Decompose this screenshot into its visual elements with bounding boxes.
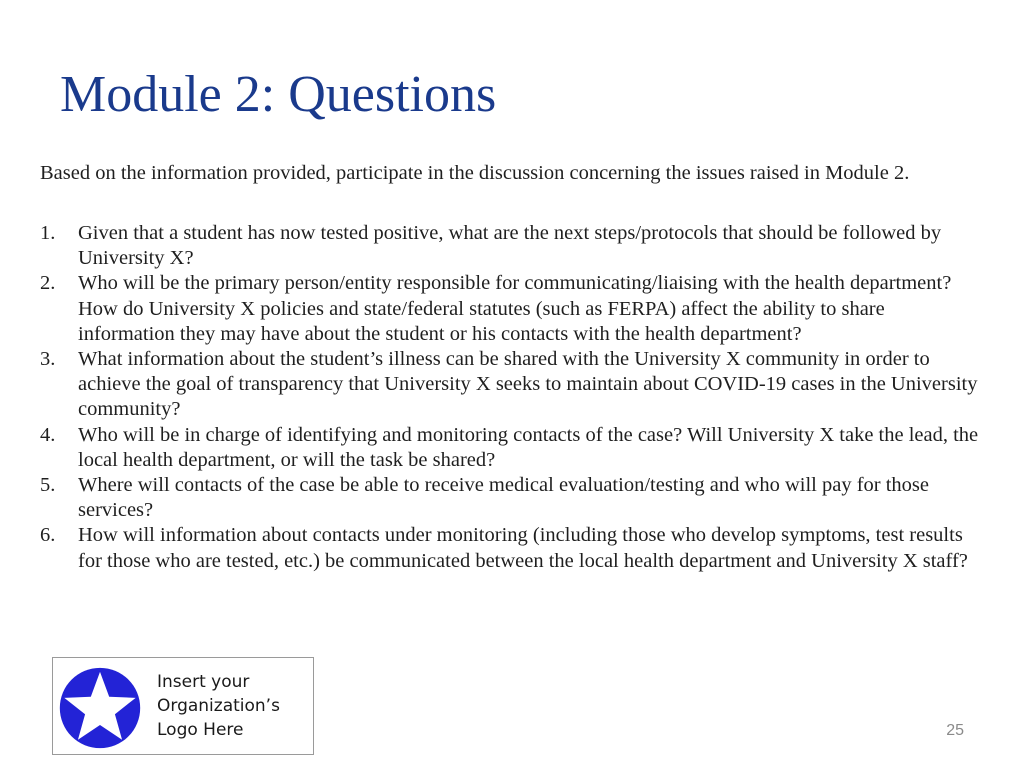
logo-caption-line: Logo Here bbox=[157, 720, 244, 740]
star-icon bbox=[59, 667, 141, 749]
list-item-text: Who will be in charge of identifying and monitoring contacts of the case? Will University X take the lead, the local health department, or will the task be shared? bbox=[78, 423, 979, 471]
list-item bbox=[40, 221, 980, 271]
list-item-number: 3. bbox=[40, 348, 56, 371]
list-item-text: Given that a student has now tested positive, what are the next steps/protocols that should be followed by University X? bbox=[78, 222, 942, 270]
page-number: 25 bbox=[946, 722, 964, 739]
list-item bbox=[40, 347, 980, 423]
list-item-text: What information about the student’s illness can be shared with the University X community in order to achieve the goal of transparency that University X seeks to maintain about COVID-19 cases in the University community? bbox=[78, 348, 978, 421]
list-item-text: Who will be the primary person/entity responsible for communicating/liaising with the health department? How do University X policies and state/federal statutes (such as FERPA) affect the ability to share information they may have about the student or his contacts with the health department? bbox=[78, 272, 952, 345]
questions-list bbox=[40, 221, 980, 574]
list-item-number: 4. bbox=[40, 423, 56, 446]
list-item bbox=[40, 423, 980, 473]
logo-caption-line: Insert your bbox=[157, 672, 250, 692]
list-item-text: Where will contacts of the case be able to receive medical evaluation/testing and who will pay for those services? bbox=[78, 474, 930, 522]
list-item-text: How will information about contacts under monitoring (including those who develop symptoms, test results for those who are tested, etc.) be communicated between the local health department and University X staff? bbox=[78, 524, 968, 572]
list-item bbox=[40, 473, 980, 523]
slide-title: Module 2: Questions bbox=[60, 66, 497, 123]
logo-placeholder bbox=[52, 657, 314, 755]
logo-caption bbox=[157, 670, 307, 742]
list-item-number: 6. bbox=[40, 524, 56, 547]
list-item-number: 2. bbox=[40, 272, 56, 295]
list-item bbox=[40, 271, 980, 347]
logo-caption-line: Organization’s bbox=[157, 696, 280, 716]
list-item-number: 1. bbox=[40, 222, 56, 244]
list-item-number: 5. bbox=[40, 474, 56, 497]
intro-text: Based on the information provided, participate in the discussion concerning the issues raised in Module 2. bbox=[40, 162, 910, 184]
list-item bbox=[40, 523, 980, 573]
